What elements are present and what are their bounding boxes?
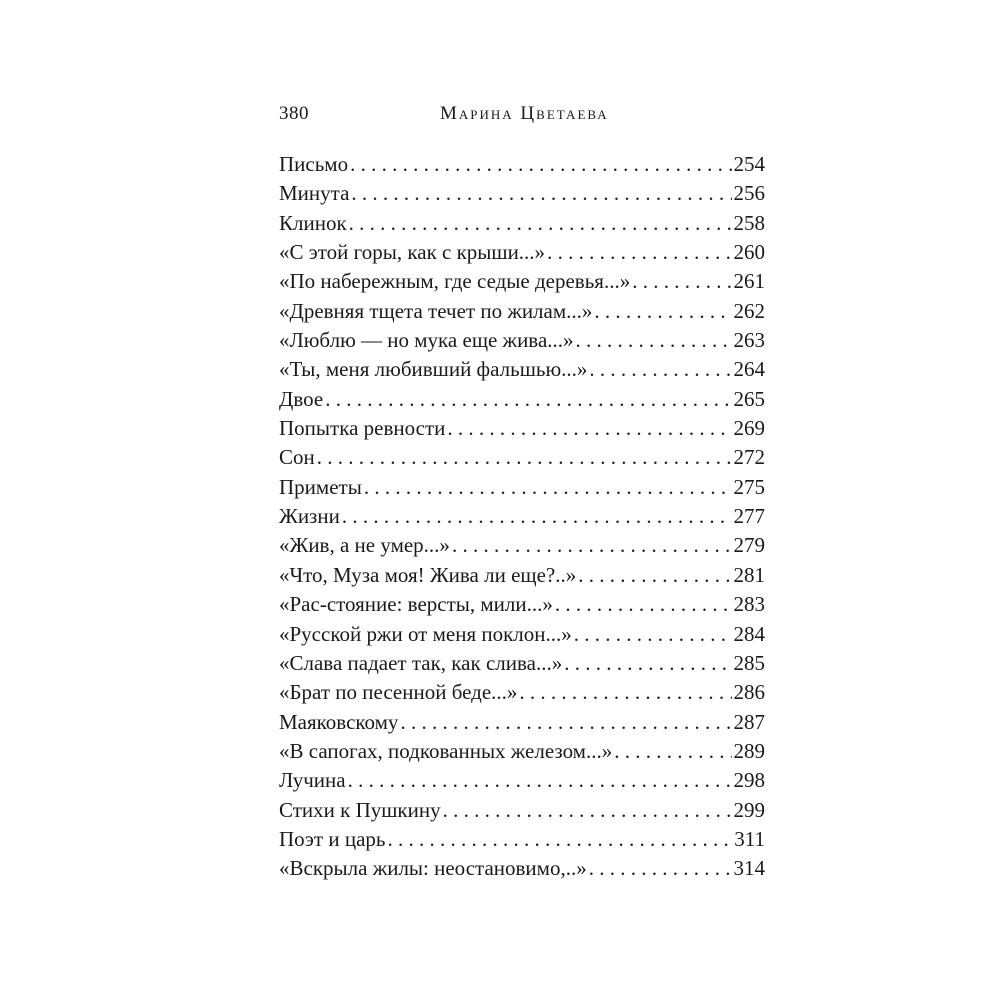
toc-entry-title: «Рас-стояние: версты, мили...» — [279, 592, 553, 617]
table-of-contents — [279, 150, 765, 884]
dot-leader — [364, 473, 732, 502]
toc-entry — [279, 502, 765, 531]
dot-leader — [564, 649, 731, 678]
toc-entry — [279, 766, 765, 795]
dot-leader — [589, 355, 731, 384]
toc-entry-title: Приметы — [279, 474, 362, 499]
dot-leader — [614, 737, 731, 766]
toc-entry-page: 264 — [733, 357, 765, 382]
dot-leader — [594, 297, 731, 326]
toc-entry-page: 286 — [733, 680, 765, 705]
toc-entry-title: «По набережным, где седые деревья...» — [279, 269, 631, 294]
toc-entry-page: 262 — [733, 298, 765, 323]
toc-entry-page: 275 — [733, 474, 765, 499]
toc-entry-page: 289 — [733, 738, 765, 763]
toc-entry-title: Жизни — [279, 504, 340, 529]
toc-entry-title: «В сапогах, подкованных железом...» — [279, 738, 613, 763]
dot-leader — [350, 150, 731, 179]
toc-entry-page: 298 — [733, 768, 765, 793]
dot-leader — [589, 854, 732, 883]
toc-entry-page: 277 — [733, 504, 765, 529]
toc-entry — [279, 737, 765, 766]
dot-leader — [576, 326, 732, 355]
toc-entry-title: Попытка ревности — [279, 416, 446, 441]
toc-entry — [279, 267, 765, 296]
toc-entry-page: 287 — [733, 709, 765, 734]
toc-entry-page: 254 — [733, 152, 765, 176]
toc-entry-page: 311 — [734, 826, 765, 851]
toc-entry — [279, 443, 765, 472]
dot-leader — [632, 267, 731, 296]
toc-entry-title: Маяковскому — [279, 709, 399, 734]
toc-entry — [279, 473, 765, 502]
toc-entry-title: «Вскрыла жилы: неостановимо,..» — [279, 856, 587, 881]
toc-entry — [279, 297, 765, 326]
dot-leader — [400, 708, 731, 737]
dot-leader — [388, 825, 733, 854]
toc-entry — [279, 179, 765, 208]
toc-entry-page: 272 — [733, 445, 765, 470]
toc-entry — [279, 620, 765, 649]
dot-leader — [325, 385, 731, 414]
toc-entry-page: 281 — [733, 562, 765, 587]
toc-entry-title: «Ты, меня любивший фальшью...» — [279, 357, 588, 382]
dot-leader — [342, 502, 732, 531]
toc-entry — [279, 590, 765, 619]
toc-entry — [279, 708, 765, 737]
toc-entry — [279, 355, 765, 384]
dot-leader — [349, 209, 732, 238]
toc-entry — [279, 531, 765, 560]
dot-leader — [348, 766, 732, 795]
toc-entry-title: Стихи к Пушкину — [279, 797, 441, 822]
toc-entry-title: Клинок — [279, 210, 347, 235]
toc-entry — [279, 238, 765, 267]
dot-leader — [317, 443, 732, 472]
toc-entry — [279, 561, 765, 590]
dot-leader — [578, 561, 731, 590]
toc-entry-page: 256 — [733, 181, 765, 206]
toc-entry-title: «Слава падает так, как слива...» — [279, 650, 563, 675]
toc-entry-page: 265 — [733, 386, 765, 411]
toc-entry — [279, 854, 765, 883]
toc-entry-title: Минута — [279, 181, 350, 206]
dot-leader — [547, 238, 731, 267]
toc-entry-page: 299 — [733, 797, 765, 822]
toc-entry — [279, 209, 765, 238]
toc-entry-title: Двое — [279, 386, 324, 411]
toc-entry — [279, 150, 765, 179]
running-head: Марина Цветаева — [440, 103, 609, 124]
toc-entry-page: 258 — [733, 210, 765, 235]
toc-entry-title: «Русской ржи от меня поклон...» — [279, 621, 572, 646]
toc-entry — [279, 678, 765, 707]
toc-entry-page: 279 — [733, 533, 765, 558]
dot-leader — [574, 620, 732, 649]
toc-entry-page: 314 — [733, 856, 765, 881]
dot-leader — [555, 590, 732, 619]
dot-leader — [519, 678, 731, 707]
toc-entry-page: 263 — [733, 328, 765, 353]
toc-entry-page: 260 — [733, 240, 765, 265]
page-number: 380 — [279, 103, 309, 124]
toc-entry-title: Письмо — [279, 152, 349, 176]
toc-entry-title: «С этой горы, как с крыши...» — [279, 240, 546, 265]
toc-entry-page: 261 — [733, 269, 765, 294]
dot-leader — [447, 414, 731, 443]
dot-leader — [443, 796, 732, 825]
toc-entry — [279, 796, 765, 825]
toc-entry-title: Поэт и царь — [279, 826, 386, 851]
toc-entry-page: 269 — [733, 416, 765, 441]
dot-leader — [452, 531, 732, 560]
toc-entry — [279, 649, 765, 678]
toc-entry-page: 283 — [733, 592, 765, 617]
dot-leader — [351, 179, 731, 208]
toc-entry-title: «Древняя тщета течет по жилам...» — [279, 298, 593, 323]
toc-entry-page: 285 — [733, 650, 765, 675]
toc-entry-title: Сон — [279, 445, 315, 470]
toc-entry-page: 284 — [733, 621, 765, 646]
toc-entry — [279, 414, 765, 443]
toc-entry-title: «Жив, а не умер...» — [279, 533, 450, 558]
toc-entry — [279, 326, 765, 355]
toc-entry-title: «Люблю — но мука еще жива...» — [279, 328, 574, 353]
toc-entry-title: «Что, Муза моя! Жива ли еще?..» — [279, 562, 577, 587]
toc-entry — [279, 385, 765, 414]
toc-entry-title: Лучина — [279, 768, 346, 793]
toc-entry — [279, 825, 765, 854]
toc-entry-title: «Брат по песенной беде...» — [279, 680, 518, 705]
